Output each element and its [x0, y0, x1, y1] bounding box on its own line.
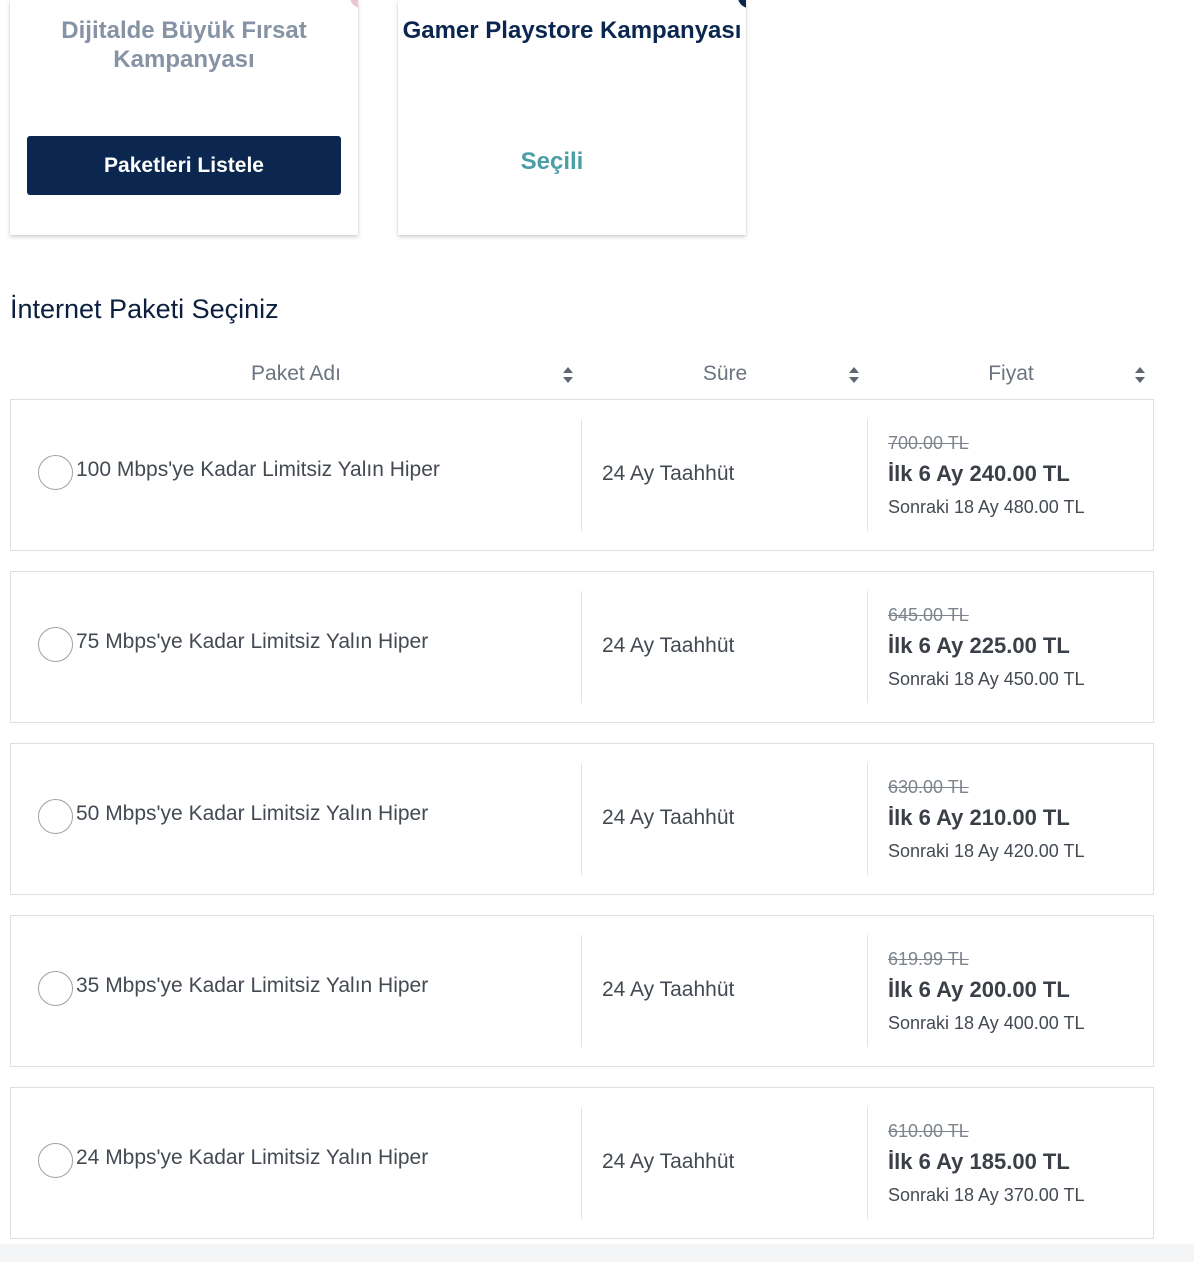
old-price: 610.00 TL	[888, 1121, 969, 1141]
page-bottom-band	[0, 1244, 1194, 1262]
campaign-card-dijital[interactable]	[10, 0, 358, 235]
package-name: 100 Mbps'ye Kadar Limitsiz Yalın Hiper	[76, 458, 440, 481]
radio-unchecked-icon[interactable]	[38, 971, 73, 1006]
column-header-label: Süre	[702, 362, 748, 385]
package-duration: 24 Ay Taahhüt	[602, 1150, 735, 1173]
package-duration: 24 Ay Taahhüt	[602, 978, 735, 1001]
first-period-price: İlk 6 Ay 185.00 TL	[888, 1149, 1070, 1174]
card-corner-decoration	[350, 0, 358, 8]
package-row[interactable]	[10, 1087, 1154, 1239]
package-table-header	[10, 355, 1154, 393]
package-name-cell	[11, 744, 581, 894]
cell-divider	[581, 763, 582, 875]
first-period-price: İlk 6 Ay 225.00 TL	[888, 633, 1070, 658]
sort-icon[interactable]	[562, 366, 574, 384]
column-header-price[interactable]	[868, 355, 1154, 393]
package-price-cell	[888, 946, 1084, 1036]
card-corner-decoration	[738, 0, 746, 8]
package-price-cell	[888, 1118, 1084, 1208]
next-period-price: Sonraki 18 Ay 400.00 TL	[888, 1013, 1085, 1033]
old-price: 619.99 TL	[888, 949, 969, 969]
column-header-label: Fiyat	[988, 362, 1034, 385]
package-list	[10, 399, 1154, 1259]
cell-divider	[867, 763, 868, 875]
cell-divider	[581, 419, 582, 531]
section-title: İnternet Paketi Seçiniz	[10, 294, 279, 324]
next-period-price: Sonraki 18 Ay 480.00 TL	[888, 497, 1085, 517]
first-period-price: İlk 6 Ay 240.00 TL	[888, 461, 1070, 486]
cell-divider	[581, 591, 582, 703]
old-price: 645.00 TL	[888, 605, 969, 625]
package-price-cell	[888, 602, 1084, 692]
package-name-cell	[11, 916, 581, 1066]
next-period-price: Sonraki 18 Ay 370.00 TL	[888, 1185, 1085, 1205]
package-name: 75 Mbps'ye Kadar Limitsiz Yalın Hiper	[76, 630, 429, 653]
cell-divider	[581, 935, 582, 1047]
cell-divider	[867, 1107, 868, 1219]
radio-unchecked-icon[interactable]	[38, 455, 73, 490]
package-row[interactable]	[10, 743, 1154, 895]
column-header-name[interactable]	[10, 355, 582, 393]
radio-unchecked-icon[interactable]	[38, 1143, 73, 1178]
selected-status-label: Seçili	[520, 148, 584, 175]
cell-divider	[867, 419, 868, 531]
first-period-price: İlk 6 Ay 200.00 TL	[888, 977, 1070, 1002]
next-period-price: Sonraki 18 Ay 450.00 TL	[888, 669, 1085, 689]
package-duration: 24 Ay Taahhüt	[602, 634, 735, 657]
package-name: 24 Mbps'ye Kadar Limitsiz Yalın Hiper	[76, 1146, 429, 1169]
package-row[interactable]	[10, 399, 1154, 551]
package-name: 50 Mbps'ye Kadar Limitsiz Yalın Hiper	[76, 802, 429, 825]
first-period-price: İlk 6 Ay 210.00 TL	[888, 805, 1070, 830]
sort-icon[interactable]	[848, 366, 860, 384]
radio-unchecked-icon[interactable]	[38, 799, 73, 834]
column-header-label: Paket Adı	[251, 362, 341, 385]
cell-divider	[581, 1107, 582, 1219]
campaign-title: Gamer Playstore Kampanyası	[402, 17, 742, 44]
package-name-cell	[11, 400, 581, 550]
cell-divider	[867, 591, 868, 703]
list-packages-button[interactable]: Paketleri Listele	[27, 136, 341, 195]
package-name-cell	[11, 572, 581, 722]
package-name-cell	[11, 1088, 581, 1238]
sort-icon[interactable]	[1134, 366, 1146, 384]
package-row[interactable]	[10, 571, 1154, 723]
old-price: 630.00 TL	[888, 777, 969, 797]
package-row[interactable]	[10, 915, 1154, 1067]
column-header-duration[interactable]	[582, 355, 868, 393]
package-duration: 24 Ay Taahhüt	[602, 462, 735, 485]
package-name: 35 Mbps'ye Kadar Limitsiz Yalın Hiper	[76, 974, 429, 997]
campaign-title: Dijitalde Büyük Fırsat Kampanyası	[61, 17, 307, 73]
package-price-cell	[888, 430, 1084, 520]
old-price: 700.00 TL	[888, 433, 969, 453]
package-price-cell	[888, 774, 1084, 864]
radio-unchecked-icon[interactable]	[38, 627, 73, 662]
package-duration: 24 Ay Taahhüt	[602, 806, 735, 829]
next-period-price: Sonraki 18 Ay 420.00 TL	[888, 841, 1085, 861]
campaign-card-gamer[interactable]	[398, 0, 746, 235]
cell-divider	[867, 935, 868, 1047]
